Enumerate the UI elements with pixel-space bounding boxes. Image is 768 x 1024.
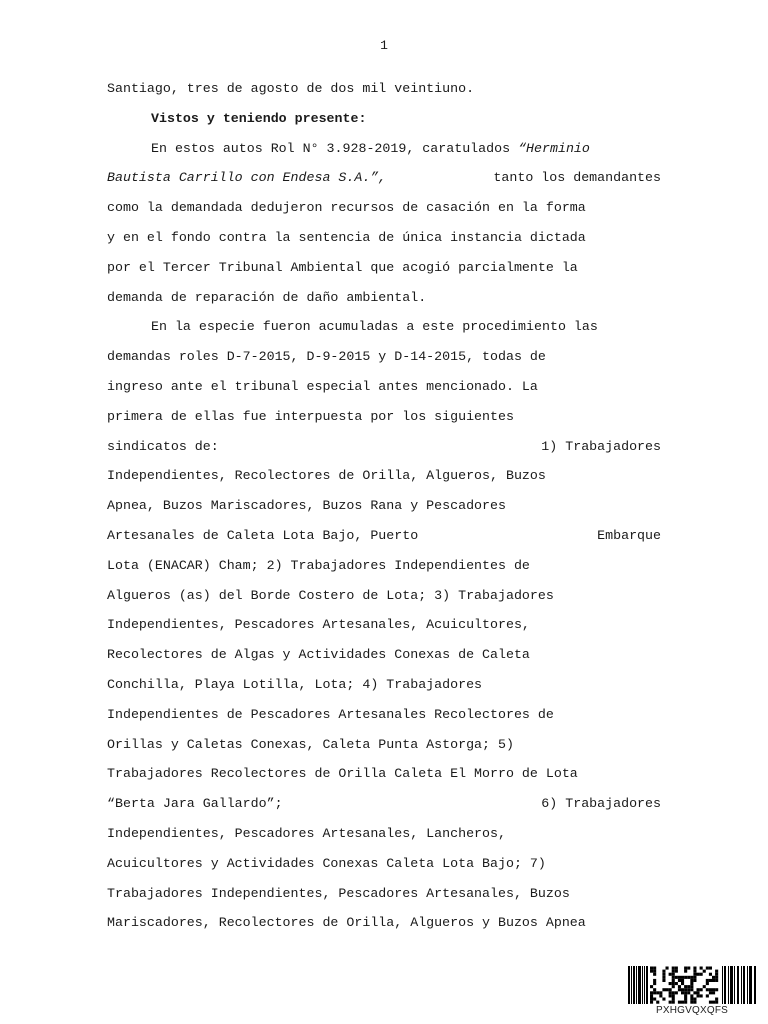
barcode-icon: [628, 966, 756, 1004]
text-line: Recolectores de Algas y Actividades Conexas de Caleta: [107, 647, 530, 663]
text-span: sindicatos de:: [107, 438, 219, 454]
text-line: [107, 134, 661, 164]
text-line: [107, 432, 661, 462]
verification-barcode: [628, 966, 756, 1016]
text-line: Algueros (as) del Borde Costero de Lota; 3) Trabajadores: [107, 587, 554, 603]
paragraph-1: [107, 134, 661, 313]
text-line: como la demandada dedujeron recursos de casación en la forma: [107, 200, 586, 216]
text-line: En la especie fueron acumuladas a este procedimiento las: [151, 319, 598, 335]
text-line: Trabajadores Recolectores de Orilla Caleta El Morro de Lota: [107, 766, 578, 782]
text-line: Conchilla, Playa Lotilla, Lota; 4) Trabajadores: [107, 676, 483, 692]
text-line: y en el fondo contra la sentencia de única instancia dictada: [107, 229, 586, 245]
text-line: [107, 163, 661, 193]
text-line: Trabajadores Independientes, Pescadores Artesanales, Buzos: [107, 885, 570, 901]
case-title-start: “Herminio: [518, 140, 590, 156]
text-line: demandas roles D-7-2015, D-9-2015 y D-14-2015, todas de: [107, 349, 546, 365]
text-span: tanto los demandantes: [493, 170, 661, 186]
text-line: Orillas y Caletas Conexas, Caleta Punta Astorga; 5): [107, 736, 514, 752]
text-line: Independientes, Recolectores de Orilla, Algueros, Buzos: [107, 468, 546, 484]
text-line: Independientes, Pescadores Artesanales, Lancheros,: [107, 825, 506, 841]
document-body: [107, 74, 661, 938]
paragraph-2: [107, 312, 661, 938]
text-line: Apnea, Buzos Mariscadores, Buzos Rana y Pescadores: [107, 498, 506, 514]
text-line: [107, 789, 661, 819]
text-line: Independientes de Pescadores Artesanales Recolectores de: [107, 706, 554, 722]
text-line: por el Tercer Tribunal Ambiental que acogió parcialmente la: [107, 259, 578, 275]
case-title-end: Bautista Carrillo con Endesa S.A.”,: [107, 170, 387, 186]
text-line: [107, 521, 661, 551]
text-line: ingreso ante el tribunal especial antes mencionado. La: [107, 378, 538, 394]
text-line: Lota (ENACAR) Cham; 2) Trabajadores Independientes de: [107, 557, 530, 573]
date-line: Santiago, tres de agosto de dos mil veintiuno.: [107, 81, 475, 96]
text-line: primera de ellas fue interpuesta por los siguientes: [107, 408, 514, 424]
text-line: Acuicultores y Actividades Conexas Caleta Lota Bajo; 7): [107, 855, 546, 871]
section-heading: Vistos y teniendo presente:: [151, 110, 367, 126]
text-span: “Berta Jara Gallardo”;: [107, 796, 283, 812]
page-number: 1: [380, 38, 388, 53]
text-span: 6) Trabajadores: [541, 796, 661, 812]
text-line: Independientes, Pescadores Artesanales, Acuicultores,: [107, 617, 530, 633]
text-span: En estos autos Rol N° 3.928-2019, caratulados: [151, 140, 519, 156]
text-span: Embarque: [597, 527, 661, 543]
text-line: Mariscadores, Recolectores de Orilla, Algueros y Buzos Apnea: [107, 915, 586, 931]
text-span: Artesanales de Caleta Lota Bajo, Puerto: [107, 527, 419, 543]
text-line: demanda de reparación de daño ambiental.: [107, 289, 427, 305]
text-span: 1) Trabajadores: [541, 438, 661, 454]
barcode-code: PXHGVQXQFS: [655, 1005, 728, 1016]
